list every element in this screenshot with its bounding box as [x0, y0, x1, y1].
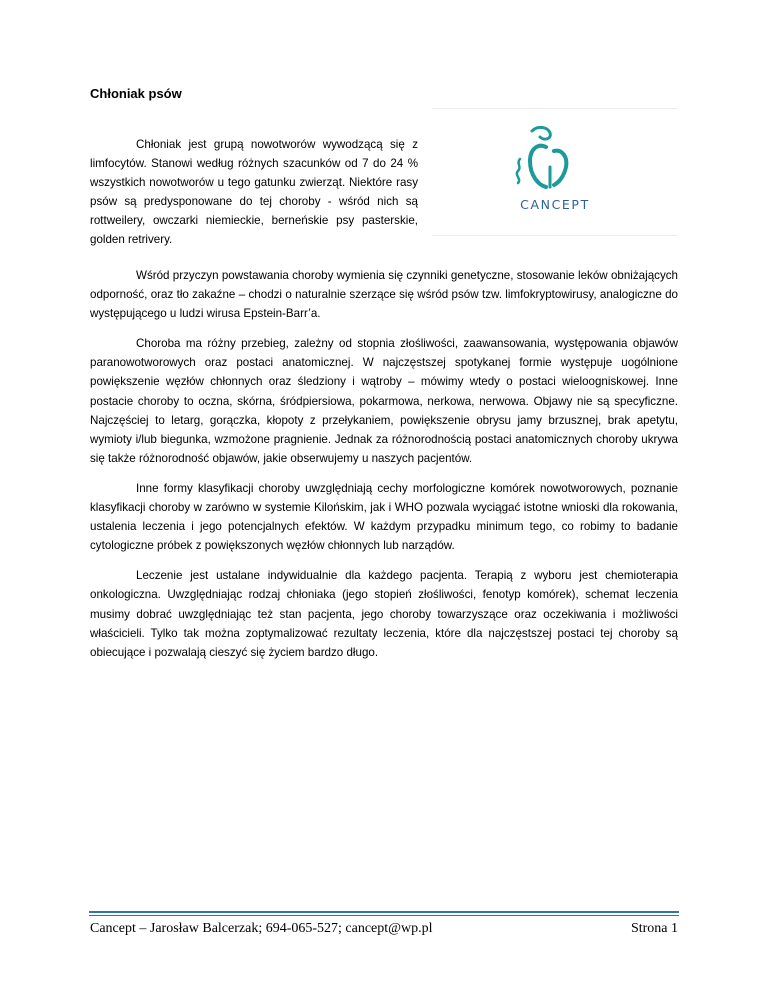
logo-box — [432, 108, 678, 236]
document-title: Chłoniak psów — [90, 86, 182, 101]
paragraph-causes: Wśród przyczyn powstawania choroby wymienia się czynniki genetyczne, stosowanie leków obniżających odporność, oraz tło zakaźne – chodzi o naturalnie szerzące się wśród psów tzw. limfokryptowirusy, analogiczne do występującego u ludzi wirusa Epstein-Barr’a. — [90, 269, 678, 321]
intro-block — [90, 135, 418, 250]
document-body — [90, 266, 678, 673]
footer-divider-thin — [89, 915, 679, 916]
footer-divider — [89, 911, 679, 913]
intro-paragraph: Chłoniak jest grupą nowotworów wywodzącą się z limfocytów. Stanowi według różnych szacunków od 7 do 24 % wszystkich nowotworów u tego gatunku zwierząt. Niektóre rasy psów są predysponowane do tej choroby - wśród nich są rottweilery, owczarki niemieckie, berneńskie psy pasterskie, golden retrivery. — [90, 138, 418, 247]
page-number: Strona 1 — [630, 921, 678, 936]
footer-contact: Cancept – Jarosław Balcerzak; 694-065-527; cancept@wp.pl — [90, 921, 433, 936]
paragraph-course: Choroba ma różny przebieg, zależny od stopnia złośliwości, zaawansowania, występowania objawów paranowotworowych oraz postaci anatomicznej. W najczęstszej spotykanej formie występuje uogólnione powiększenie węzłów chłonnych oraz śledziony i wątroby – mówimy wtedy o postaci wieloogniskowej. Inne postacie choroby to oczna, skórna, śródpiersiowa, pokarmowa, nerkowa, nerwowa. Objawy nie są specyficzne. Najczęściej to letarg, gorączka, kłopoty z przełykaniem, powiększenie obrysu jamy brzusznej, brak apetytu, wymioty i/lub biegunka, wzmożone pragnienie. Jednak za różnorodnością postaci anatomicznych choroby ukrywa się także różnorodność objawów, jakie obserwujemy u naszych pacjentów. — [90, 337, 678, 465]
cancept-logo-icon — [432, 109, 678, 235]
paragraph-classification: Inne formy klasyfikacji choroby uwzględniają cechy morfologiczne komórek nowotworowych, poznanie klasyfikacji choroby w zarówno w systemie Kilońskim, jak i WHO pozwala wyciągać istotne wnioski dla rokowania, ustalenia leczenia i jego potencjalnych efektów. W każdym przypadku minimum tego, co robimy to badanie cytologiczne próbek z powiększonych węzłów chłonnych lub narządów. — [90, 481, 678, 553]
logo-text: CANCEPT — [520, 197, 590, 212]
paragraph-treatment: Leczenie jest ustalane indywidualnie dla każdego pacjenta. Terapią z wyboru jest chemioterapia onkologiczna. Uwzględniając rodzaj chłoniaka (jego stopień złośliwości, fenotyp komórek), schemat leczenia musimy dobrać uwzględniając też stan pacjenta, jego choroby towarzyszące oraz oczekiwania i możliwości właścicieli. Tylko tak można zoptymalizować rezultaty leczenia, które dla najczęstszej postaci tej choroby są obiecujące i pozwalają cieszyć się życiem bardzo długo. — [90, 569, 678, 659]
